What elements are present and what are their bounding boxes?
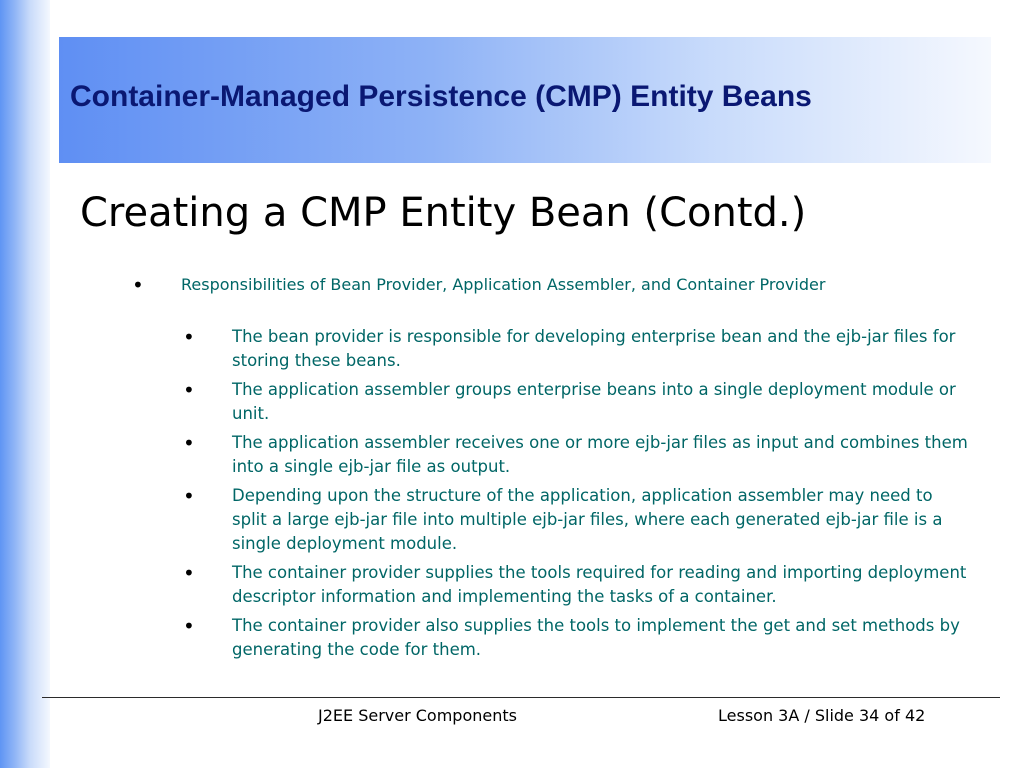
list-item [180,431,970,479]
sub-bullet-list [180,325,970,667]
left-gradient-bar [0,0,50,768]
bullet-dot-icon: • [183,484,195,508]
list-item [180,325,970,373]
bullet-dot-icon: • [183,378,195,402]
list-item [180,614,970,662]
footer-course-title: J2EE Server Components [318,706,517,725]
slide-title: Creating a CMP Entity Bean (Contd.) [80,190,807,236]
bullet-dot-icon: • [183,325,195,349]
sub-bullet-text: The application assembler receives one or more ejb-jar files as input and combines them into a single ejb-jar file as output. [232,433,968,476]
footer-slide-number: Lesson 3A / Slide 34 of 42 [718,706,926,725]
list-item [180,378,970,426]
sub-bullet-text: The container provider supplies the tools required for reading and importing deployment descriptor information and implementing the tasks of a container. [232,563,967,606]
header-title: Container-Managed Persistence (CMP) Entity Beans [70,80,812,113]
bullet-dot-icon: • [183,431,195,455]
footer-divider [42,697,1000,698]
list-item [180,484,970,556]
sub-bullet-text: The container provider also supplies the tools to implement the get and set methods by generating the code for them. [232,616,960,659]
main-bullet-text: Responsibilities of Bean Provider, Application Assembler, and Container Provider [181,275,826,294]
bullet-dot-icon: • [132,273,144,297]
sub-bullet-text: Depending upon the structure of the application, application assembler may need to split a large ejb-jar file into multiple ejb-jar files, where each generated ejb-jar file is a single deployment module. [232,486,943,553]
sub-bullet-text: The bean provider is responsible for developing enterprise bean and the ejb-jar files for storing these beans. [232,327,956,370]
bullet-dot-icon: • [183,561,195,585]
bullet-dot-icon: • [183,614,195,638]
sub-bullet-text: The application assembler groups enterprise beans into a single deployment module or unit. [232,380,956,423]
list-item [180,561,970,609]
